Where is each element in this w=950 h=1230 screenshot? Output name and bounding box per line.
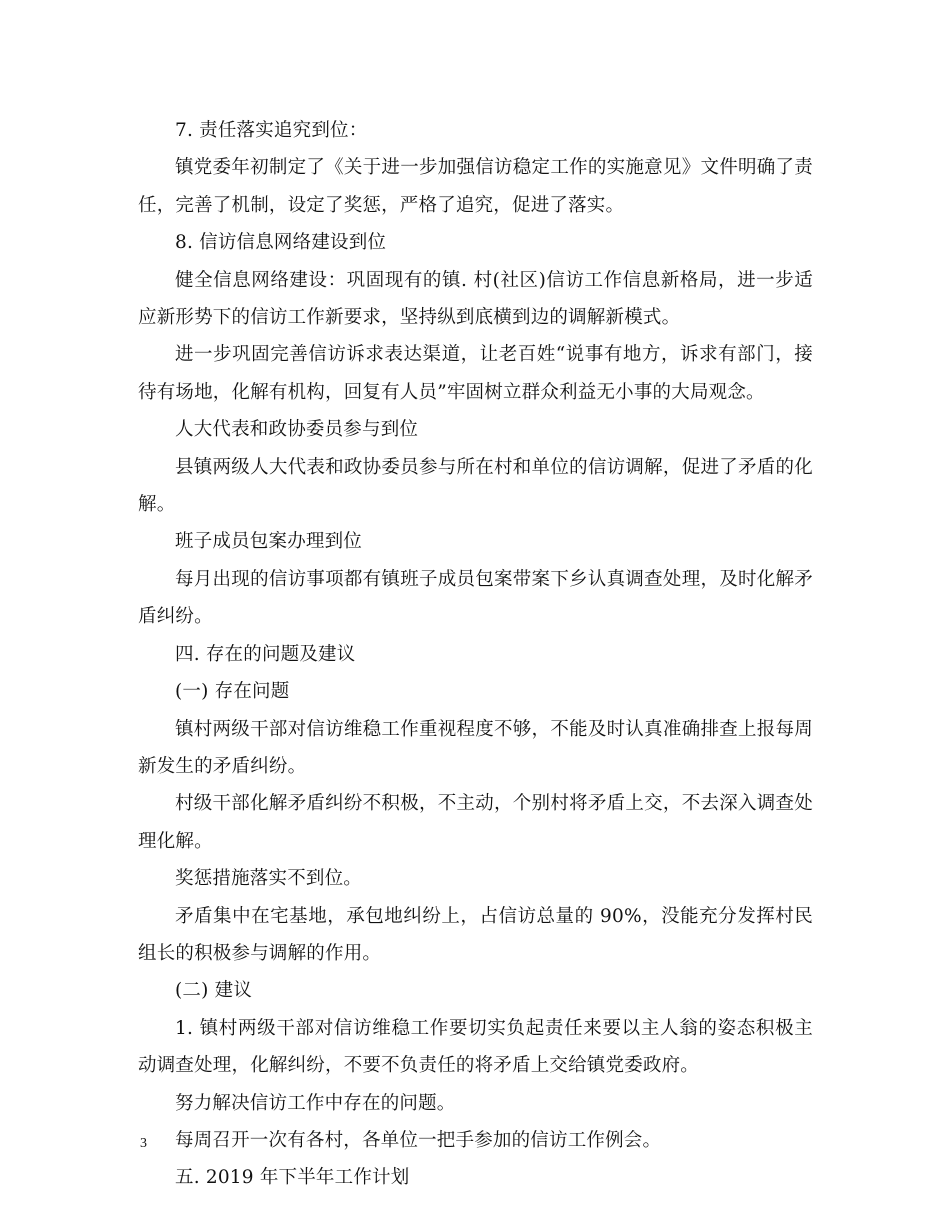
paragraph-problem-rewards: 奖惩措施落实不到位。 (175, 868, 363, 890)
heading-suggestions: (二) 建议 (175, 980, 253, 1002)
paragraph-problem-land: 矛盾集中在宅基地，承包地纠纷上，占信访总量的 90%，没能充分发挥村民组长的积极参与调解的作用。 (138, 905, 813, 964)
paragraph-problem-attention: 镇村两级干部对信访维稳工作重视程度不够，不能及时认真准确排查上报每周新发生的矛盾纠纷。 (138, 718, 813, 777)
paragraph-suggestion-solve: 努力解决信访工作中存在的问题。 (175, 1092, 456, 1114)
heading-problems: (一) 存在问题 (175, 681, 290, 703)
heading-responsibility: 7. 责任落实追究到位： (175, 120, 368, 141)
heading-info-network: 8. 信访信息网络建设到位 (175, 232, 387, 254)
paragraph-info-network: 健全信息网络建设：巩固现有的镇. 村(社区)信访工作信息新格局，进一步适应新形势下的信访工作新要求，坚持纵到底横到边的调解新模式。 (138, 269, 813, 329)
paragraph-deputies: 县镇两级人大代表和政协委员参与所在村和单位的信访调解，促进了矛盾的化解。 (138, 456, 813, 516)
paragraph-problem-village: 村级干部化解矛盾纠纷不积极，不主动，个别村将矛盾上交，不去深入调查处理化解。 (138, 793, 813, 852)
paragraph-suggestion-meeting: 每周召开一次有各村，各单位一把手参加的信访工作例会。 (175, 1129, 662, 1151)
paragraph-appeal-channels: 进一步巩固完善信访诉求表达渠道，让老百姓“说事有地方，诉求有部门，接待有场地，化解有机构，回复有人员”牢固树立群众利益无小事的大局观念。 (138, 344, 813, 403)
paragraph-suggestion-responsibility: 1. 镇村两级干部对信访维稳工作要切实负起责任来要以主人翁的姿态积极主动调查处理，化解纠纷，不要不负责任的将矛盾上交给镇党委政府。 (138, 1017, 813, 1077)
heading-work-plan: 五. 2019 年下半年工作计划 (175, 1167, 410, 1189)
paragraph-responsibility: 镇党委年初制定了《关于进一步加强信访稳定工作的实施意见》文件明确了责任，完善了机制，设定了奖惩，严格了追究，促进了落实。 (138, 157, 813, 216)
heading-case-handling: 班子成员包案办理到位 (175, 531, 363, 553)
heading-problems-suggestions: 四. 存在的问题及建议 (175, 643, 356, 665)
page-number: 3 (140, 1136, 147, 1151)
paragraph-case-handling: 每月出现的信访事项都有镇班子成员包案带案下乡认真调查处理，及时化解矛盾纠纷。 (138, 568, 813, 628)
document-body (138, 112, 813, 1197)
heading-deputies: 人大代表和政协委员参与到位 (175, 419, 419, 441)
